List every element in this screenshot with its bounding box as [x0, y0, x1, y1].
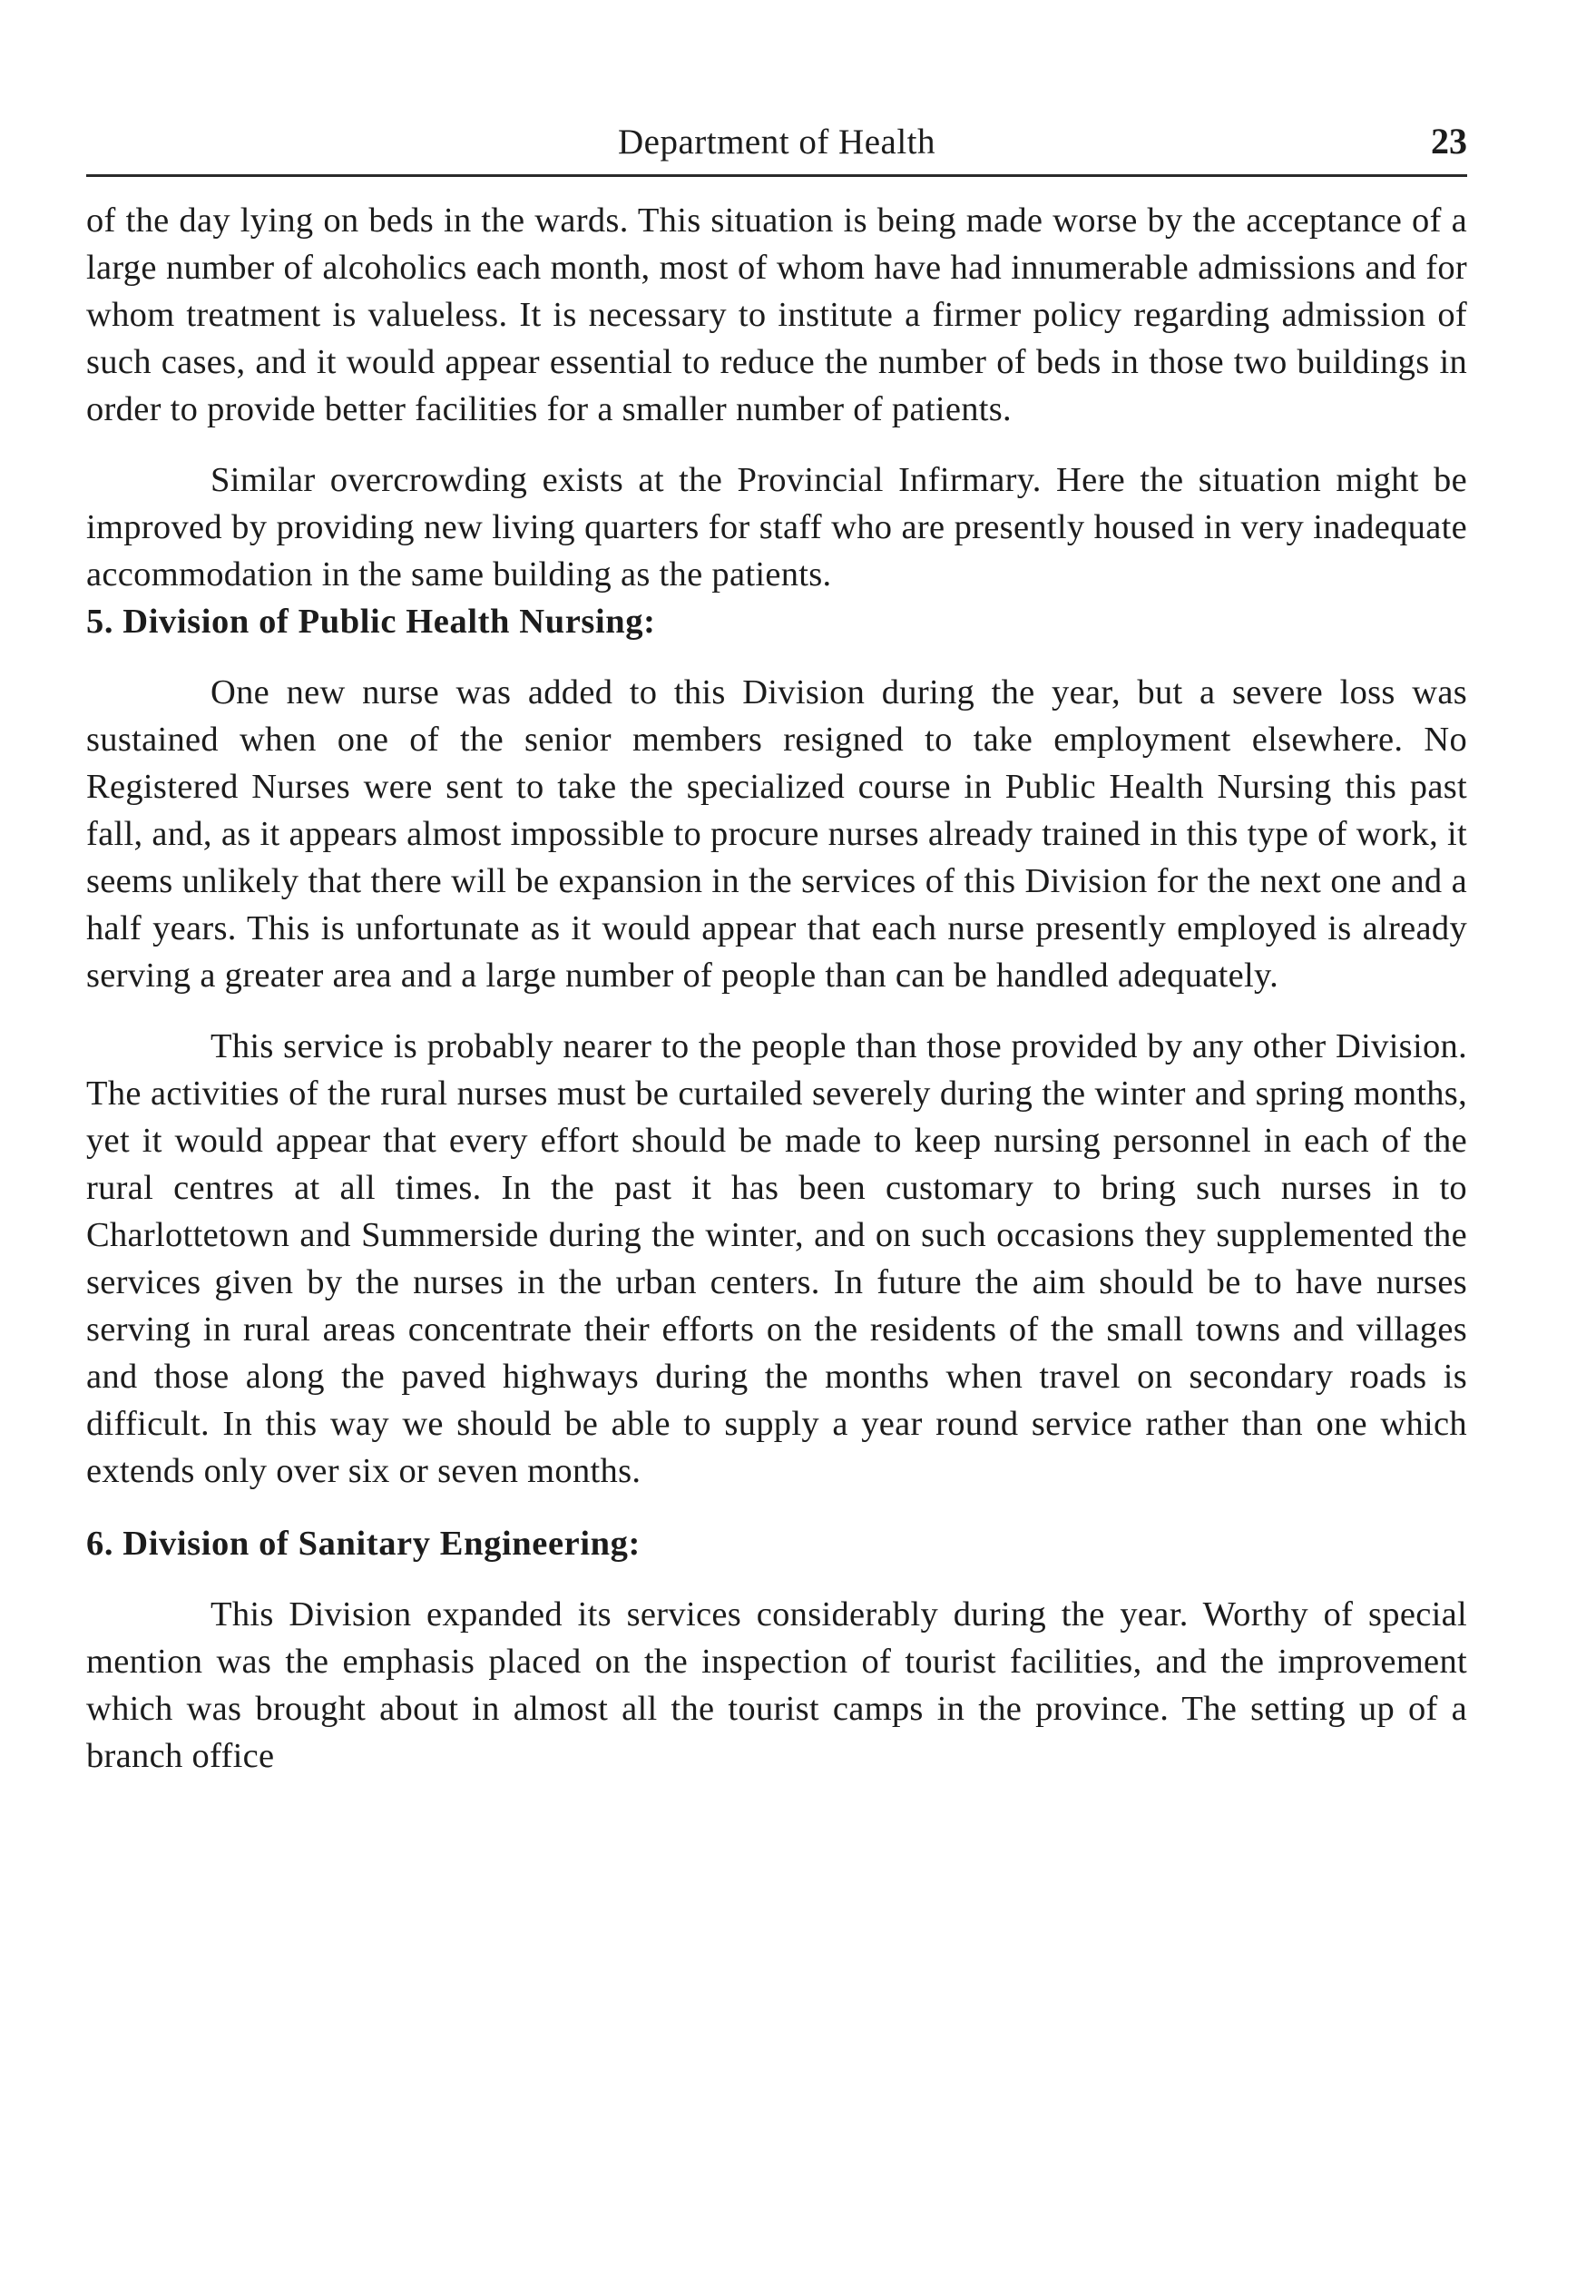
- running-header: [86, 118, 1467, 177]
- running-header-title: Department of Health: [617, 123, 936, 162]
- paragraph-rural-nurses: This service is probably nearer to the people than those provided by any other Division. The activities of the rural nurses must be curtailed severely during the winter and spring months, yet it would appear that every effort should be made to keep nursing personnel in each of the rural centres at all times. In the past it has been customary to bring such nurses in to Charlottetown and Summerside during the winter, and on such occasions they supplemented the services given by the nurses in the urban centers. In future the aim should be to have nurses serving in rural areas concentrate their efforts on the residents of the small towns and villages and those along the paved highways during the months when travel on secondary roads is difficult. In this way we should be able to supply a year round service rather than one which extends only over six or seven months.: [86, 1027, 1467, 1490]
- paragraph-continued: of the day lying on beds in the wards. This situation is being made worse by the acceptance of a large number of alcoholics each month, most of whom have had innumerable admissions and for whom treatment is valueless. It is necessary to institute a firmer policy regarding admission of such cases, and it would appear essential to reduce the number of beds in those two buildings in order to provide better facilities for a smaller number of patients.: [86, 201, 1467, 428]
- section-heading-public-health-nursing: 5. Division of Public Health Nursing:: [86, 603, 656, 641]
- paragraph-provincial-infirmary: Similar overcrowding exists at the Provincial Infirmary. Here the situation might be improved by providing new living quarters for staff who are presently housed in very inadequate accommodation in the same building as the patients.: [86, 461, 1467, 594]
- paragraph-nursing-staff: One new nurse was added to this Division during the year, but a severe loss was sustained when one of the senior members resigned to take employment elsewhere. No Registered Nurses were sent to take the specialized course in Public Health Nursing this past fall, and, as it appears almost impossible to procure nurses already trained in this type of work, it seems unlikely that there will be expansion in the services of this Division for the next one and a half years. This is unfortunate as it would appear that each nurse presently employed is already serving a greater area and a large number of people than can be handled adequately.: [86, 673, 1467, 995]
- paragraph-sanitary-services: This Division expanded its services considerably during the year. Worthy of special mention was the emphasis placed on the inspection of tourist facilities, and the improvement which was brought about in almost all the tourist camps in the province. The setting up of a branch office: [86, 1595, 1467, 1775]
- document-page: [86, 118, 1467, 1780]
- section-heading-sanitary-engineering: 6. Division of Sanitary Engineering:: [86, 1525, 641, 1563]
- page-number: 23: [1431, 121, 1467, 162]
- body-text: [86, 197, 1467, 1780]
